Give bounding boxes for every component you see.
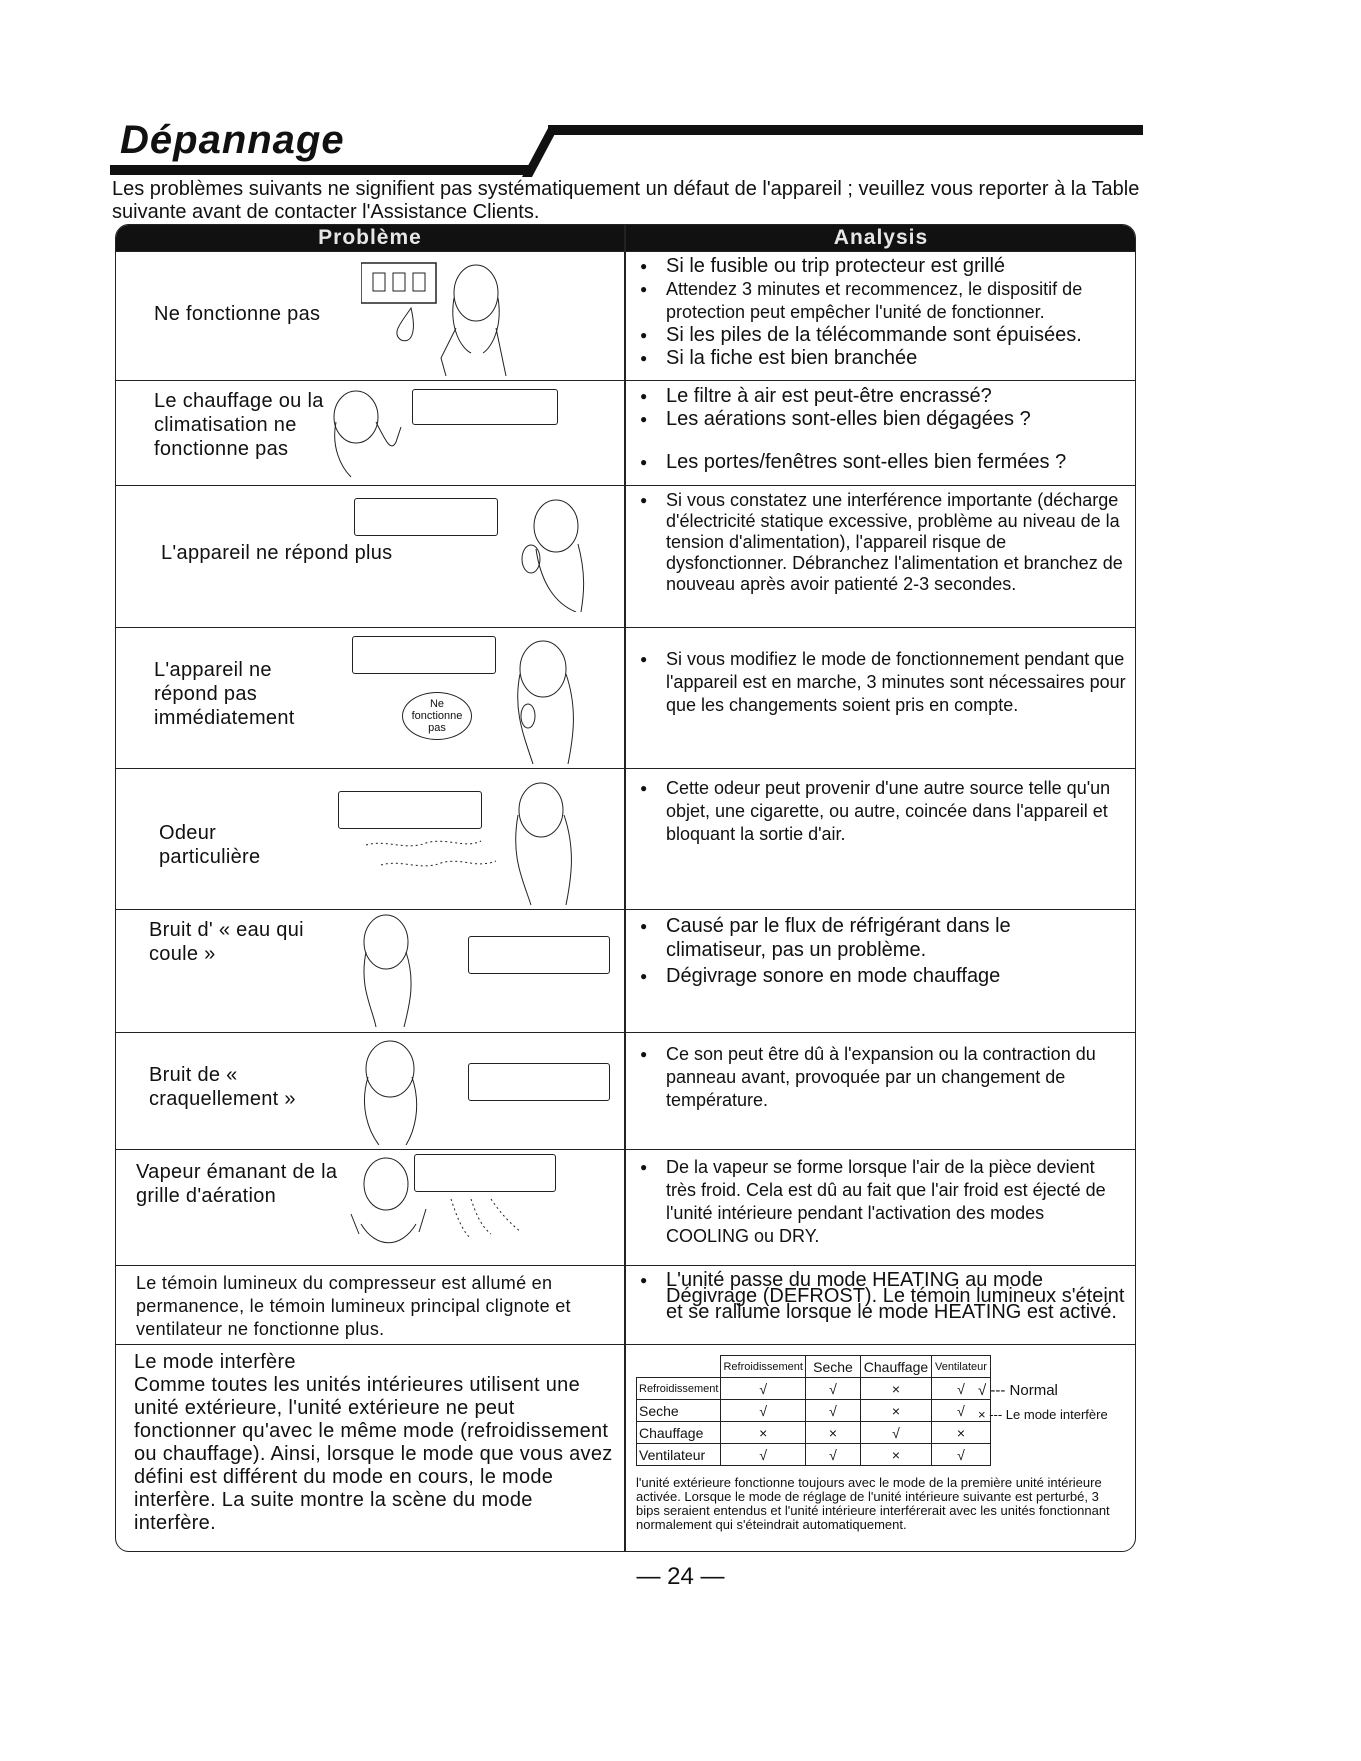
table-row bbox=[116, 1149, 1135, 1265]
table-row bbox=[116, 1032, 1135, 1149]
legend-normal: √ --- Normal bbox=[978, 1382, 1058, 1399]
woman-listening-illustration bbox=[354, 1037, 429, 1145]
matrix-cell: √ bbox=[805, 1378, 860, 1400]
matrix-cell: √ bbox=[805, 1444, 860, 1466]
table-row bbox=[116, 627, 1135, 768]
air-conditioner-unit bbox=[412, 389, 558, 425]
page-number: — 24 — bbox=[636, 1563, 725, 1590]
header-rule bbox=[110, 165, 530, 175]
matrix-cell: √ bbox=[860, 1422, 931, 1444]
problem-text: Le mode interfère Comme toutes les unités intérieures utilisent une unité extérieure, l'unité extérieure ne peut fonctionner qu'avec le même mode (refroidissement ou chauffage). Ainsi, lorsque le mode que vous avez défini est différent du mode en cours, le mode interfère. La suite montre la scène du mode interfère. bbox=[134, 1351, 613, 1534]
analysis-list bbox=[636, 255, 1135, 370]
analysis-item: ● Si la fiche est bien branchée bbox=[636, 347, 1135, 370]
matrix-cell: √ bbox=[721, 1400, 805, 1422]
matrix-cell: × bbox=[805, 1422, 860, 1444]
problem-text: Bruit de « craquellement » bbox=[149, 1064, 296, 1110]
problem-text: L'appareil ne répond plus bbox=[161, 542, 393, 564]
intro-text: Les problèmes suivants ne signifient pas systématiquement un défaut de l'appareil ; veuillez vous reporter à la Table suivante avant de contacter l'Assistance Clients. bbox=[112, 178, 1140, 223]
problem-text: Le témoin lumineux du compresseur est allumé en permanence, le témoin lumineux principal clignote et ventilateur ne fonctionne plus. bbox=[136, 1273, 571, 1339]
thought-bubble: Ne fonctionne pas bbox=[402, 692, 472, 740]
analysis-item: ● Ce son peut être dû à l'expansion ou la contraction du panneau avant, provoquée par un changement de température. bbox=[636, 1043, 1126, 1112]
matrix-row-header: Ventilateur bbox=[637, 1444, 721, 1466]
matrix-cell: × bbox=[721, 1422, 805, 1444]
matrix-col-header: Refroidissement bbox=[721, 1356, 805, 1378]
analysis-list bbox=[636, 385, 1066, 474]
table-row bbox=[116, 485, 1135, 627]
page-title: Dépannage bbox=[120, 118, 345, 162]
table-row bbox=[116, 380, 1135, 485]
troubleshooting-table bbox=[115, 224, 1136, 1552]
matrix-cell: × bbox=[860, 1400, 931, 1422]
air-conditioner-unit bbox=[468, 1063, 610, 1101]
analysis-list bbox=[636, 777, 1126, 846]
analysis-item: ● Attendez 3 minutes et recommencez, le dispositif de protection peut empêcher l'unité de fonctionner. bbox=[636, 278, 1135, 324]
problem-text: Ne fonctionne pas bbox=[154, 303, 321, 325]
problem-text: Odeur particulière bbox=[159, 822, 261, 868]
analysis-list bbox=[636, 1156, 1128, 1248]
problem-text: Bruit d' « eau qui coule » bbox=[149, 919, 304, 965]
analysis-list bbox=[636, 648, 1126, 717]
legend-interfere: × --- Le mode interfère bbox=[978, 1407, 1108, 1422]
analysis-list bbox=[636, 1043, 1126, 1112]
matrix-cell: × bbox=[931, 1422, 990, 1444]
analysis-list bbox=[636, 490, 1126, 595]
woman-listening-illustration bbox=[354, 912, 424, 1027]
fuse-box-woman-illustration bbox=[361, 258, 511, 376]
analysis-item: ● Si le fusible ou trip protecteur est grillé bbox=[636, 255, 1135, 278]
analysis-item: ● Les portes/fenêtres sont-elles bien fermées ? bbox=[636, 451, 1066, 474]
matrix-col-header: Chauffage bbox=[860, 1356, 931, 1378]
air-conditioner-unit bbox=[354, 498, 498, 536]
table-row bbox=[116, 1265, 1135, 1344]
table-row bbox=[116, 909, 1135, 1032]
air-conditioner-unit bbox=[468, 936, 610, 974]
problem-text: L'appareil ne répond pas immédiatement bbox=[154, 659, 295, 729]
column-header-problem: Problème bbox=[318, 226, 422, 249]
matrix-cell: √ bbox=[931, 1400, 990, 1422]
matrix-cell: √ bbox=[805, 1400, 860, 1422]
matrix-cell: √ bbox=[721, 1444, 805, 1466]
mode-interference-matrix bbox=[636, 1355, 991, 1466]
analysis-item: ● Si vous constatez une interférence importante (décharge d'électricité statique excessive, problème au niveau de la tension d'alimentation), l'appareil risque de dysfonctionner. Débranchez l'alimentation et branchez de nouveau après avoir patienté 2-3 secondes. bbox=[636, 490, 1126, 595]
air-conditioner-unit bbox=[352, 636, 496, 674]
analysis-list bbox=[636, 914, 1116, 988]
matrix-cell: √ bbox=[721, 1378, 805, 1400]
table-row bbox=[116, 251, 1135, 380]
analysis-item: ● Cette odeur peut provenir d'une autre source telle qu'un objet, une cigarette, ou autre, coincée dans l'appareil et bloquant la sortie d'air. bbox=[636, 777, 1126, 846]
woman-odour-illustration bbox=[356, 775, 606, 905]
air-conditioner-unit bbox=[414, 1154, 556, 1192]
matrix-cell: × bbox=[860, 1444, 931, 1466]
column-header-analysis: Analysis bbox=[833, 226, 929, 249]
analysis-item: ● De la vapeur se forme lorsque l'air de la pièce devient très froid. Cela est dû au fait que l'air froid est éjecté de l'unité intérieure pendant l'activation des modes COOLING ou DRY. bbox=[636, 1156, 1128, 1248]
analysis-item: ● L'unité passe du mode HEATING au mode Dégivrage (DEFROST). Le témoin lumineux s'éteint et se rallume lorsque le mode HEATING est activé. bbox=[636, 1272, 1126, 1320]
matrix-row-header: Seche bbox=[637, 1400, 721, 1422]
woman-remote-illustration bbox=[488, 634, 593, 764]
analysis-item: ● Si vous modifiez le mode de fonctionnement pendant que l'appareil est en marche, 3 minutes sont nécessaires pour que les changements soient pris en compte. bbox=[636, 648, 1126, 717]
matrix-row-header: Chauffage bbox=[637, 1422, 721, 1444]
table-row bbox=[116, 768, 1135, 909]
problem-text: Vapeur émanant de la grille d'aération bbox=[136, 1161, 338, 1207]
table-row bbox=[116, 1344, 1135, 1552]
analysis-item: ● Dégivrage sonore en mode chauffage bbox=[636, 964, 1116, 988]
woman-thinking-illustration bbox=[316, 387, 426, 479]
analysis-list bbox=[636, 1269, 1126, 1323]
matrix-cell: √ bbox=[931, 1378, 990, 1400]
table-header bbox=[116, 225, 1135, 251]
analysis-item: ● Les aérations sont-elles bien dégagées ? bbox=[636, 408, 1066, 431]
header-rule-top bbox=[548, 125, 1143, 135]
matrix-row-header: Refroidissement bbox=[637, 1378, 721, 1400]
analysis-item: ● Causé par le flux de réfrigérant dans le climatiseur, pas un problème. bbox=[636, 914, 1116, 962]
interference-note: l'unité extérieure fonctionne toujours avec le mode de la première unité intérieure activée. Lorsque le mode de réglage de l'unité intérieure suivante est perturbé, 3 bips seraient entendus et l'unité intérieure interférerait avec les unités fonctionnant normalement qui s'éteindrait automatiquement. bbox=[636, 1475, 1110, 1532]
woman-remote-illustration bbox=[506, 494, 596, 612]
column-divider bbox=[624, 225, 626, 1551]
analysis-item: ● Le filtre à air est peut-être encrassé? bbox=[636, 385, 1066, 408]
matrix-col-header: Seche bbox=[805, 1356, 860, 1378]
analysis-item: ● Si les piles de la télécommande sont épuisées. bbox=[636, 324, 1135, 347]
matrix-col-header: Ventilateur bbox=[931, 1356, 990, 1378]
matrix-cell: √ bbox=[931, 1444, 990, 1466]
matrix-cell: × bbox=[860, 1378, 931, 1400]
problem-text: Le chauffage ou la climatisation ne fonctionne pas bbox=[154, 390, 324, 460]
